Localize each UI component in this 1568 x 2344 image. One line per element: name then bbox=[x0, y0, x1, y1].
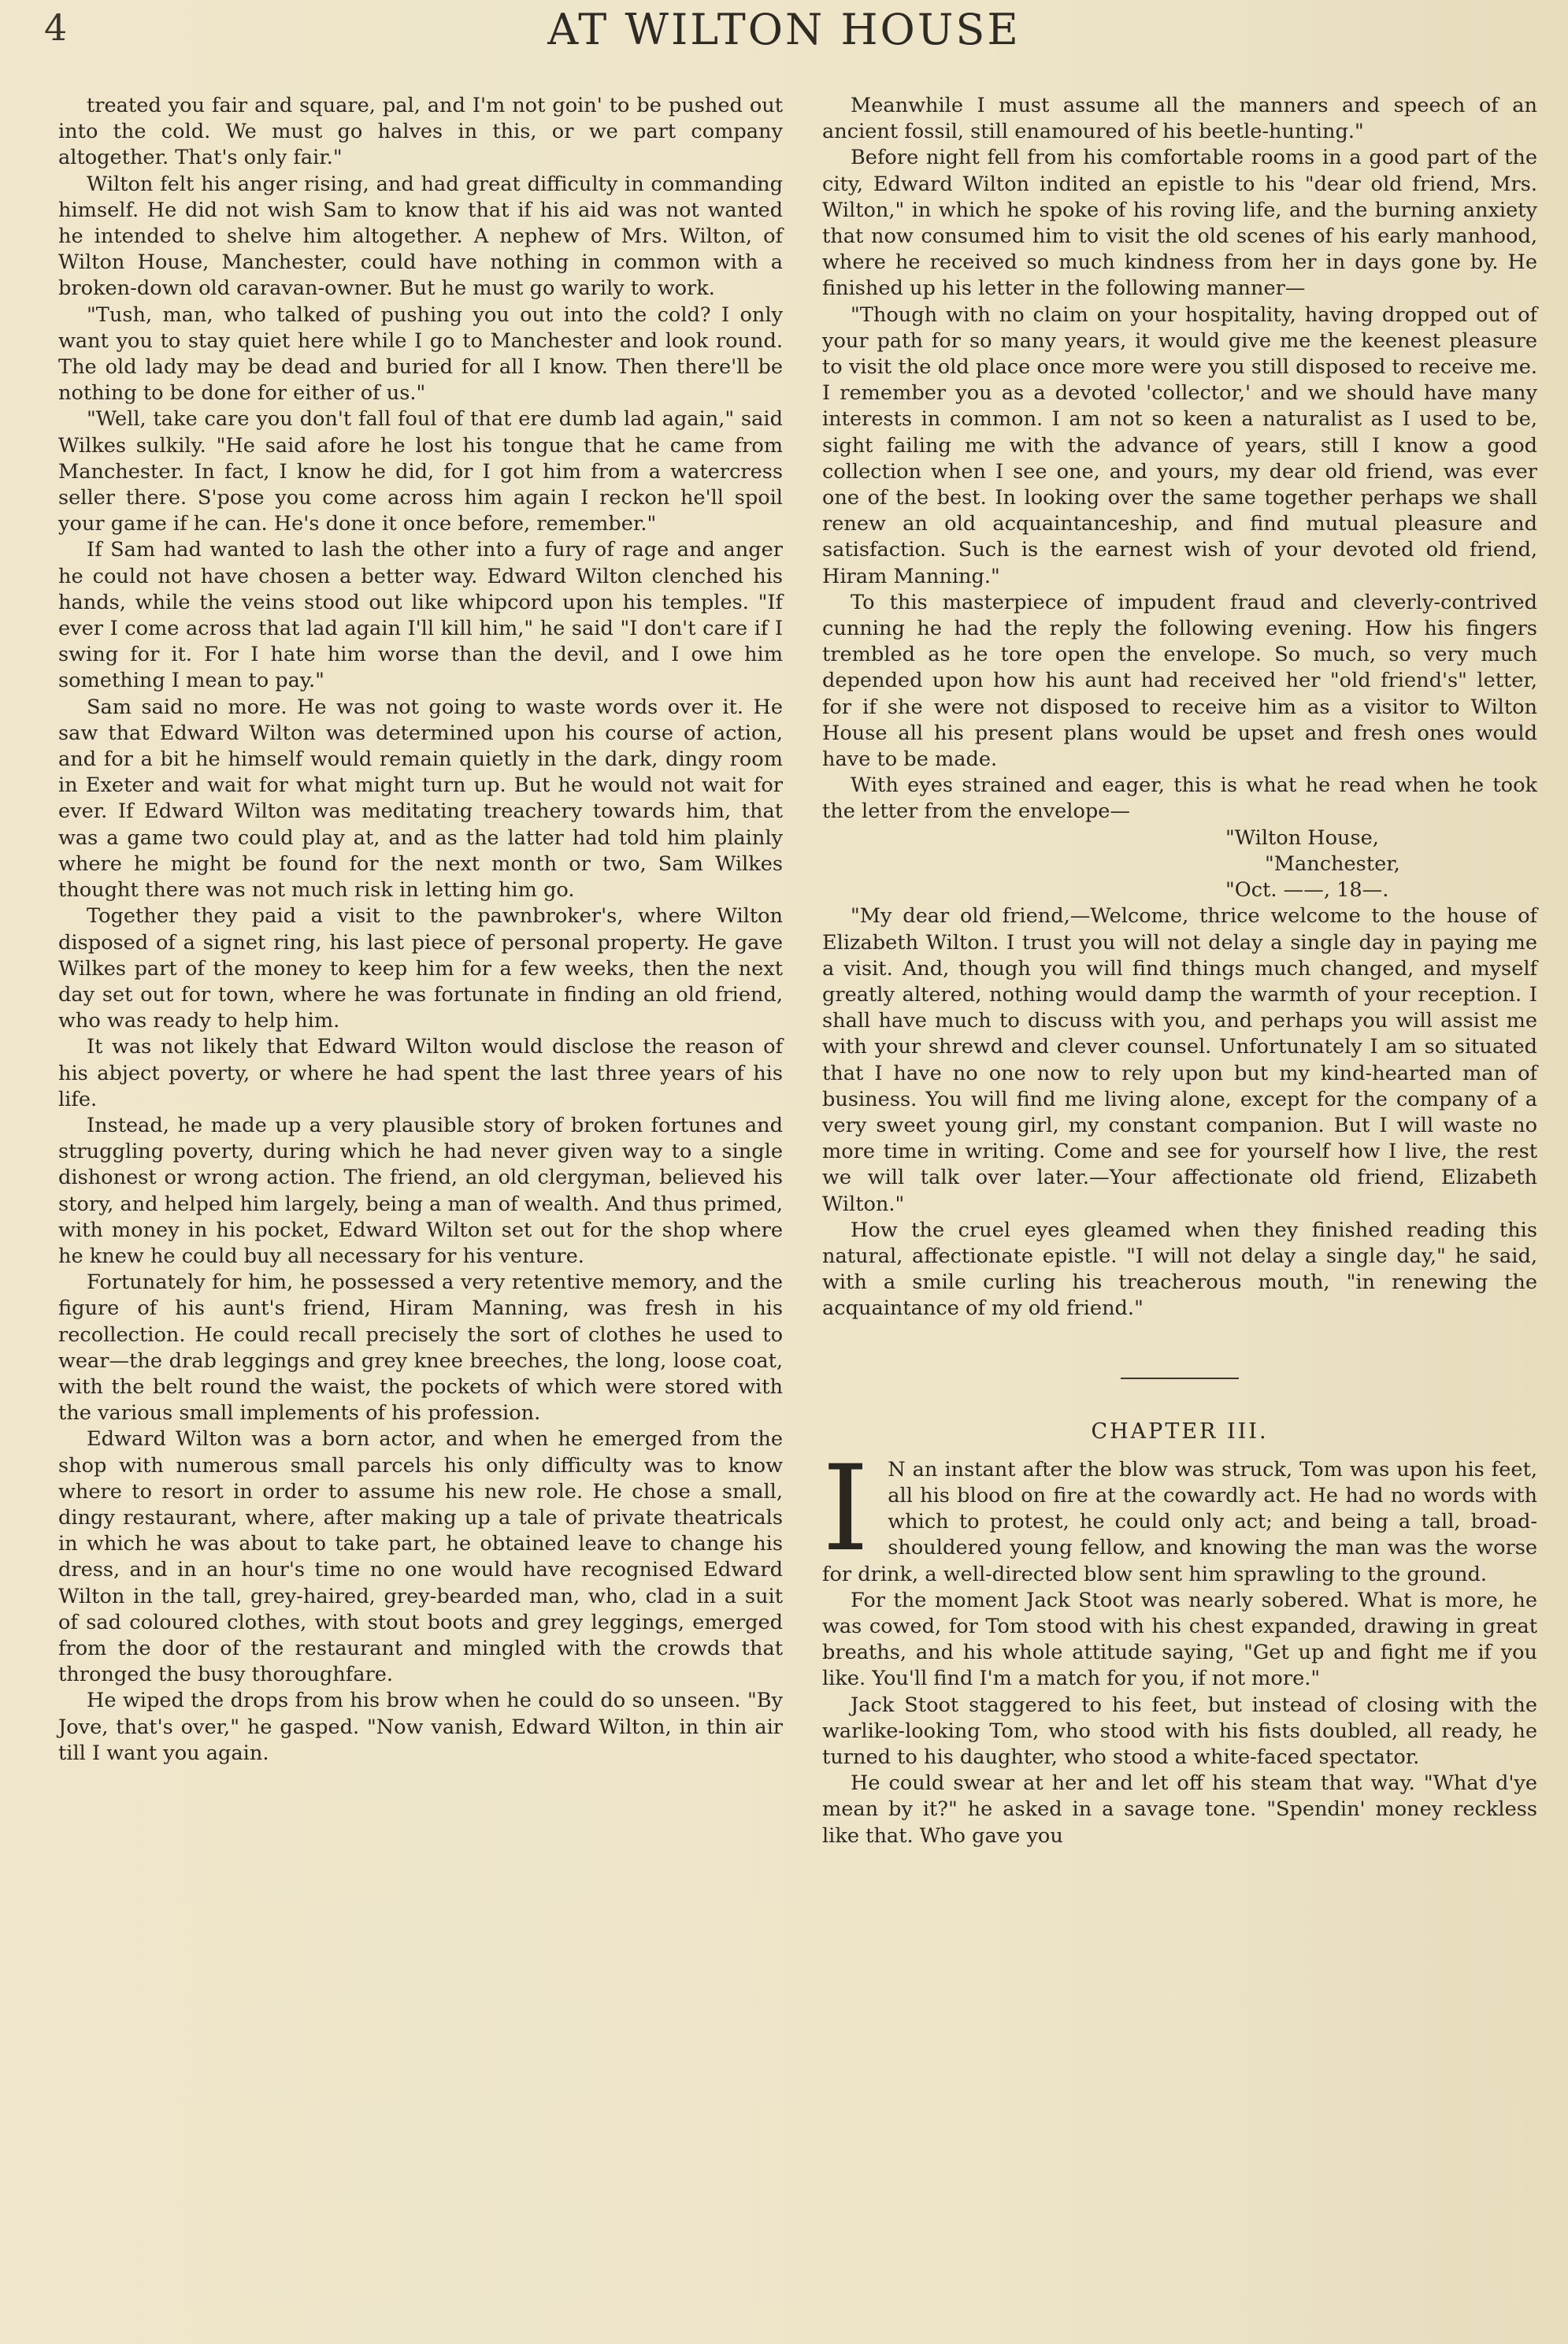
chapter-heading: CHAPTER III. bbox=[1091, 1419, 1269, 1444]
left-column bbox=[58, 93, 783, 1767]
paragraph: Edward Wilton was a born actor, and when he emerged from the shop with numerous small parcels his only difficulty was to know where to resort in order to assume his new role. He chose a small, dingy restaurant, where, after making up a tale of private theatricals in which he was about to take part, he obtained leave to change his dress, and in an hour's time no one would have recognised Edward Wilton in the tall, grey-haired, grey-bearded man, who, clad in a suit of sad coloured clothes, with stout boots and grey leggings, emerged from the door of the restaurant and mingled with the crowds that thronged the busy thoroughfare. bbox=[58, 1427, 783, 1687]
right-column bbox=[822, 93, 1537, 1849]
paragraph: Before night fell from his comfortable rooms in a good part of the city, Edward Wilton indited an epistle to his "dear old friend, Mrs. Wilton," in which he spoke of his roving life, and the burning anxiety that now consumed him to visit the old scenes of his early manhood, where he received so much kindness from her in days gone by. He finished up his letter in the following manner— bbox=[822, 146, 1537, 301]
paragraph: Together they paid a visit to the pawnbroker's, where Wilton disposed of a signet ring, his last piece of personal property. He gave Wilkes part of the money to keep him for a few weeks, then the next day set out for town, where he was fortunate in finding an old friend, who was ready to help him. bbox=[58, 904, 783, 1033]
paragraph: For the moment Jack Stoot was nearly sobered. What is more, he was cowed, for Tom stood with his chest expanded, drawing in great breaths, and his whole attitude saying, "Get up and fight me if you like. You'll find I'm a match for you, if not more." bbox=[822, 1588, 1537, 1691]
paragraph: "Tush, man, who talked of pushing you out into the cold? I only want you to stay quiet here while I go to Manchester and look round. The old lady may be dead and buried for all I know. Then there'll be nothing to be done for either of us." bbox=[58, 302, 783, 406]
letter-paragraph: "Though with no claim on your hospitality, having dropped out of your path for so many years, it would give me the keenest pleasure to visit the old place once more were you still disposed to receive me. I remember you as a devoted 'collector,' and we should have many interests in common. I am not so keen a naturalist as I used to be, sight failing me with the advance of years, still I know a good collection when I see one, and yours, my dear old friend, was ever one of the best. In looking over the same together perhaps we shall renew an old acquaintanceship, and find mutual pleasure and satisfaction. Such is the earnest wish of your devoted old friend, Hiram Manning." bbox=[822, 302, 1537, 588]
paragraph: To this masterpiece of impudent fraud and cleverly-contrived cunning he had the reply the following evening. How his fingers trembled as he tore open the envelope. So much, so very much depended upon how his aunt had received her "old friend's" letter, for if she were not disposed to receive him as a visitor to Wilton House all his present plans would be upset and fresh ones would have to be made. bbox=[822, 590, 1537, 772]
paragraph: Fortunately for him, he possessed a very retentive memory, and the figure of his aunt's friend, Hiram Manning, was fresh in his recollection. He could recall precisely the sort of clothes he used to wear—the drab leggings and grey knee breeches, the long, loose coat, with the belt round the waist, the pockets of which were stored with the various small implements of his profession. bbox=[58, 1270, 783, 1426]
section-divider bbox=[1121, 1378, 1239, 1379]
drop-cap: I bbox=[822, 1440, 869, 1578]
running-title: AT WILTON HOUSE bbox=[547, 5, 1021, 54]
paragraph: Instead, he made up a very plausible story of broken fortunes and struggling poverty, during which he had never given way to a single dishonest or wrong action. The friend, an old clergyman, believed his story, and helped him largely, being a man of wealth. And thus primed, with money in his pocket, Edward Wilton set out for the shop where he knew he could buy all necessary for his venture. bbox=[58, 1113, 783, 1268]
paragraph: With eyes strained and eager, this is what he read when he took the letter from the envelope— bbox=[822, 773, 1537, 824]
paragraph: Meanwhile I must assume all the manners and speech of an ancient fossil, still enamoured of his beetle-hunting." bbox=[822, 94, 1537, 144]
page-number: 4 bbox=[44, 6, 68, 49]
paragraph: If Sam had wanted to lash the other into a fury of rage and anger he could not have chosen a better way. Edward Wilton clenched his hands, while the veins stood out like whipcord upon his temples. "If ever I come across that lad again I'll kill him," he said "I don't care if I swing for it. For I hate him worse than the devil, and I owe him something I mean to pay." bbox=[58, 538, 783, 693]
opening-text: N an instant after the blow was struck, Tom was upon his feet, all his blood on fire at the cowardly act. He had no words with which to protest, he could only act; and being a tall, broad-shouldered young fellow, and knowing the man was the worse for drink, a well-directed blow sent him sprawling to the ground. bbox=[822, 1457, 1537, 1586]
letter-date-line: "Oct. ——, 18—. bbox=[1225, 878, 1389, 903]
letter-address-line: "Manchester, bbox=[1265, 851, 1400, 876]
paragraph: How the cruel eyes gleamed when they finished reading this natural, affectionate epistle. "I will not delay a single day," he said, with a smile curling his treacherous mouth, "in renewing the acquaintance of my old friend." bbox=[822, 1218, 1537, 1321]
paragraph: Wilton felt his anger rising, and had great difficulty in commanding himself. He did not wish Sam to know that if his aid was not wanted he intended to shelve him altogether. A nephew of Mrs. Wilton, of Wilton House, Manchester, could have nothing in common with a broken-down old caravan-owner. But he must go warily to work. bbox=[58, 172, 783, 301]
page-header bbox=[0, 5, 1568, 61]
paragraph: "Well, take care you don't fall foul of that ere dumb lad again," said Wilkes sulkily. "He said afore he lost his tongue that he came from Manchester. In fact, I know he did, for I got him from a watercress seller there. S'pose you come across him again I reckon he'll spoil your game if he can. He's done it once before, remember." bbox=[58, 407, 783, 536]
paragraph: treated you fair and square, pal, and I'm not goin' to be pushed out into the cold. We must go halves in this, or we part company altogether. That's only fair." bbox=[58, 94, 783, 170]
chapter-opening-paragraph bbox=[822, 1440, 1537, 1588]
paragraph: He wiped the drops from his brow when he could do so unseen. "By Jove, that's over," he gasped. "Now vanish, Edward Wilton, in thin air till I want you again. bbox=[58, 1689, 783, 1765]
letter-body: "My dear old friend,—Welcome, thrice welcome to the house of Elizabeth Wilton. I trust you will not delay a single day in paying me a visit. And, though you will find things much changed, and myself greatly altered, nothing would damp the warmth of your reception. I shall have much to discuss with you, and perhaps you will assist me with your shrewd and clever counsel. Unfortunately I am so situated that I have no one now to rely upon but my kind-hearted man of business. You will find me living alone, except for the company of a very sweet young girl, my constant companion. But I will waste no more time in writing. Come and see for yourself how I live, the rest we will talk over later.—Your affectionate old friend, Elizabeth Wilton." bbox=[822, 904, 1537, 1216]
paragraph: It was not likely that Edward Wilton would disclose the reason of his abject poverty, or where he had spent the last three years of his life. bbox=[58, 1035, 783, 1111]
paragraph: He could swear at her and let off his steam that way. "What d'ye mean by it?" he asked in a savage tone. "Spendin' money reckless like that. Who gave you bbox=[822, 1771, 1537, 1848]
letter-address-line: "Wilton House, bbox=[1225, 825, 1379, 850]
paragraph: Sam said no more. He was not going to waste words over it. He saw that Edward Wilton was determined upon his course of action, and for a bit he himself would remain quietly in the dark, dingy room in Exeter and wait for what might turn up. But he would not wait for ever. If Edward Wilton was meditating treachery towards him, that was a game two could play at, and as the latter had told him plainly where he might be found for the next month or two, Sam Wilkes thought there was not much risk in letting him go. bbox=[58, 695, 783, 903]
paragraph: Jack Stoot staggered to his feet, but instead of closing with the warlike-looking Tom, who stood with his fists doubled, all ready, he turned to his daughter, who stood a white-faced spectator. bbox=[822, 1693, 1537, 1769]
